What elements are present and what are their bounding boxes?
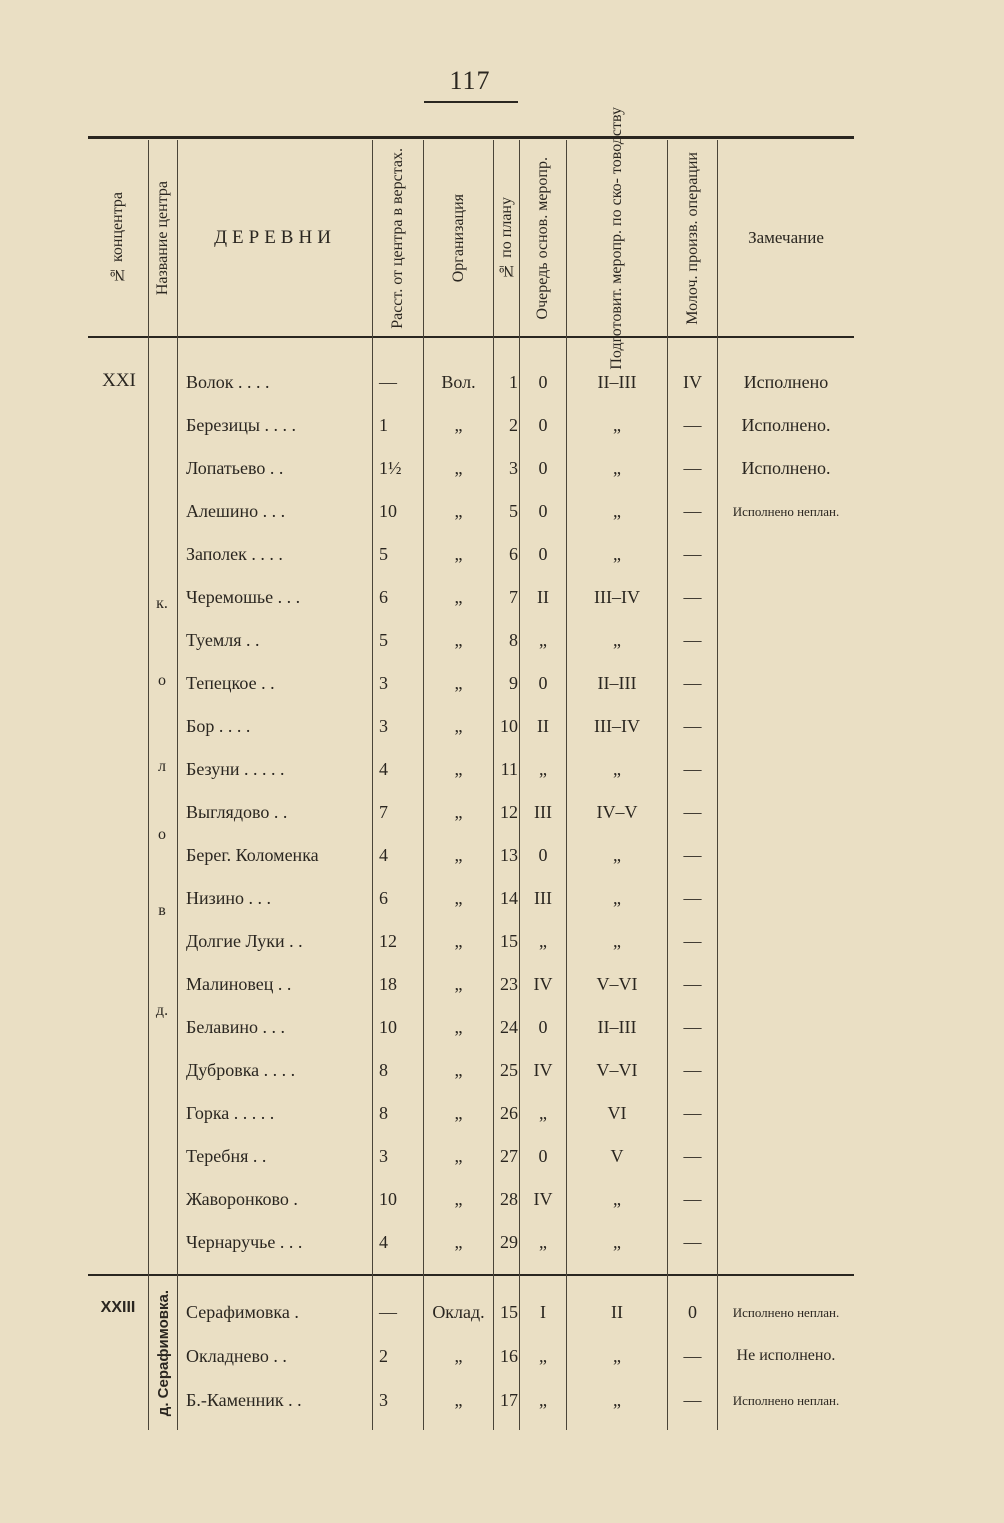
concentr-number: XXI xyxy=(102,370,136,391)
cell-village: Бор . . . . xyxy=(186,716,251,736)
table-row xyxy=(88,1334,854,1378)
cell-plan: 8 xyxy=(509,630,518,650)
table-row xyxy=(88,1221,854,1264)
cell-dairy: — xyxy=(683,716,702,736)
cell-remark xyxy=(718,748,854,791)
cell-remark: Исполнено. xyxy=(741,415,831,435)
cell-dist: 10 xyxy=(379,1189,397,1209)
cell-org: „ xyxy=(454,1189,463,1209)
cell-order: II xyxy=(537,587,549,607)
cell-order: 0 xyxy=(538,1017,548,1037)
cell-dairy: — xyxy=(683,1146,702,1166)
cell-village: Белавино . . . xyxy=(186,1017,286,1037)
cell-org: „ xyxy=(454,587,463,607)
cell-dairy: — xyxy=(683,1060,702,1080)
cell-order: 0 xyxy=(538,544,548,564)
center-name-vertical: д. Серафимовка. xyxy=(154,1289,172,1417)
table-row xyxy=(88,705,854,748)
cell-org: „ xyxy=(454,630,463,650)
cell-prep: „ xyxy=(613,1345,621,1366)
cell-org: „ xyxy=(454,1345,463,1366)
cell-dist: 1½ xyxy=(379,458,402,478)
header-villages: ДЕРЕВНИ xyxy=(214,227,336,248)
cell-village: Безуни . . . . . xyxy=(186,759,285,779)
cell-plan: 23 xyxy=(500,974,518,994)
cell-dairy: IV xyxy=(683,372,702,392)
header-plan-no: № по плану xyxy=(497,197,515,279)
cell-dairy: — xyxy=(683,1103,702,1123)
cell-order: 0 xyxy=(538,415,548,435)
cell-dist: 10 xyxy=(379,501,397,521)
table-row xyxy=(88,447,854,490)
cell-order: III xyxy=(534,802,552,822)
cell-remark xyxy=(718,920,854,963)
cell-village: Долгие Луки . . xyxy=(186,931,303,951)
cell-remark: Исполнено неплан. xyxy=(732,1304,840,1320)
cell-remark xyxy=(718,877,854,920)
cell-order: II xyxy=(537,716,549,736)
cell-dist: 6 xyxy=(379,888,388,908)
cell-remark xyxy=(718,834,854,877)
cell-dairy: — xyxy=(683,1232,702,1252)
cell-village: Теребня . . xyxy=(186,1146,267,1166)
cell-plan: 27 xyxy=(500,1146,518,1166)
table-row xyxy=(88,490,854,533)
cell-order: IV xyxy=(533,1189,553,1209)
cell-prep: „ xyxy=(613,759,621,779)
cell-remark xyxy=(718,705,854,748)
cell-village: Лопатьево . . xyxy=(186,458,284,478)
cell-plan: 12 xyxy=(500,802,518,822)
center-name-letter: о xyxy=(158,826,166,843)
cell-order: „ xyxy=(539,931,547,951)
cell-prep: IV–V xyxy=(596,802,638,822)
page-number-rule xyxy=(424,101,518,103)
cell-prep: V xyxy=(610,1146,624,1166)
cell-org: „ xyxy=(454,1103,463,1123)
cell-org: „ xyxy=(454,501,463,521)
cell-prep: V–VI xyxy=(596,1060,638,1080)
cell-plan: 10 xyxy=(500,716,518,736)
cell-prep: „ xyxy=(613,1389,621,1410)
cell-remark xyxy=(718,1178,854,1221)
cell-prep: „ xyxy=(613,931,621,951)
cell-order: III xyxy=(534,888,552,908)
cell-plan: 14 xyxy=(500,888,518,908)
cell-dairy: — xyxy=(683,458,702,478)
cell-village: Берег. Коломенка xyxy=(186,845,319,865)
cell-plan: 2 xyxy=(509,415,518,435)
cell-remark: Исполнено. xyxy=(741,458,831,478)
cell-dist: 10 xyxy=(379,1017,397,1037)
center-name-letter: в xyxy=(158,902,166,919)
cell-order: IV xyxy=(533,974,553,994)
cell-village: Черемошье . . . xyxy=(186,587,301,607)
top-rule xyxy=(88,136,854,139)
cell-order: IV xyxy=(533,1060,553,1080)
cell-dist: 5 xyxy=(379,630,388,650)
cell-prep: „ xyxy=(613,544,621,564)
cell-remark xyxy=(718,1135,854,1178)
header-dairy: Молоч. произв. операции xyxy=(683,151,701,325)
cell-prep: II–III xyxy=(597,1017,637,1037)
cell-org: „ xyxy=(454,845,463,865)
cell-dist: 1 xyxy=(379,415,388,435)
cell-org: „ xyxy=(454,1017,463,1037)
cell-order: 0 xyxy=(538,1146,548,1166)
cell-plan: 13 xyxy=(500,845,518,865)
cell-dairy: — xyxy=(683,759,702,779)
cell-order: 0 xyxy=(538,372,548,392)
cell-plan: 1 xyxy=(509,372,518,392)
cell-remark xyxy=(718,791,854,834)
cell-org: Вол. xyxy=(441,372,476,392)
page-number: 117 xyxy=(449,66,491,95)
table-row xyxy=(88,619,854,662)
cell-plan: 17 xyxy=(500,1389,518,1410)
cell-dairy: — xyxy=(683,630,702,650)
cell-order: 0 xyxy=(538,501,548,521)
cell-order: 0 xyxy=(538,845,548,865)
cell-plan: 24 xyxy=(500,1017,518,1037)
cell-org: Оклад. xyxy=(432,1301,485,1322)
cell-village: Волок . . . . xyxy=(186,372,270,392)
cell-order: „ xyxy=(539,1389,547,1410)
cell-dist: 3 xyxy=(379,1146,388,1166)
cell-plan: 16 xyxy=(500,1345,518,1366)
cell-village: Малиновец . . xyxy=(186,974,292,994)
table-row xyxy=(88,1290,854,1334)
cell-prep: „ xyxy=(613,501,621,521)
cell-plan: 26 xyxy=(500,1103,518,1123)
concentr-number: XXIII xyxy=(100,1299,136,1316)
cell-remark: Не исполнено. xyxy=(736,1347,836,1364)
cell-dist: 8 xyxy=(379,1103,388,1123)
cell-village: Жаворонково . xyxy=(186,1189,298,1209)
cell-dairy: — xyxy=(683,1345,702,1366)
cell-prep: „ xyxy=(613,630,621,650)
cell-remark xyxy=(718,662,854,705)
center-name-letter: к. xyxy=(156,595,168,612)
header-prep-measures: Подготовит. меропр. по ско- товодству xyxy=(608,106,625,370)
table-row xyxy=(88,834,854,877)
cell-village: Заполек . . . . xyxy=(186,544,283,564)
cell-dist: — xyxy=(379,1301,397,1322)
cell-order: „ xyxy=(539,1345,547,1366)
cell-remark xyxy=(718,533,854,576)
cell-dist: 5 xyxy=(379,544,388,564)
cell-org: „ xyxy=(454,544,463,564)
cell-plan: 7 xyxy=(509,587,518,607)
cell-prep: VI xyxy=(607,1103,627,1123)
cell-remark xyxy=(718,1006,854,1049)
cell-dist: 18 xyxy=(379,974,397,994)
cell-org: „ xyxy=(454,1060,463,1080)
cell-dist: 4 xyxy=(379,759,388,779)
header-center-name: Название центра xyxy=(154,180,171,296)
cell-remark: Исполнено неплан. xyxy=(732,504,840,519)
cell-village: Выглядово . . xyxy=(186,802,288,822)
table-row xyxy=(88,1006,854,1049)
cell-dist: 3 xyxy=(379,673,388,693)
cell-prep: II–III xyxy=(597,673,637,693)
cell-dist: 7 xyxy=(379,802,388,822)
cell-org: „ xyxy=(454,673,463,693)
cell-remark xyxy=(718,1221,854,1264)
cell-dairy: — xyxy=(683,931,702,951)
center-name-letter: л xyxy=(158,758,166,775)
group-separator-rule xyxy=(88,1274,854,1276)
cell-org: „ xyxy=(454,1232,463,1252)
cell-village: Березицы . . . . xyxy=(186,415,297,435)
table-row xyxy=(88,404,854,447)
table-row xyxy=(88,1049,854,1092)
cell-village: Алешино . . . xyxy=(186,501,286,521)
cell-order: „ xyxy=(539,630,547,650)
header-remark: Замечание xyxy=(748,228,824,247)
cell-dist: 2 xyxy=(379,1345,388,1366)
cell-order: 0 xyxy=(538,673,548,693)
cell-village: Чернаручье . . . xyxy=(186,1232,303,1252)
cell-dist: 4 xyxy=(379,845,388,865)
cell-prep: II xyxy=(611,1301,623,1322)
cell-order: 0 xyxy=(538,458,548,478)
cell-prep: V–VI xyxy=(596,974,638,994)
cell-dairy: — xyxy=(683,587,702,607)
cell-remark: Исполнено неплан. xyxy=(732,1392,840,1408)
cell-dairy: — xyxy=(683,673,702,693)
cell-plan: 5 xyxy=(509,501,518,521)
cell-remark xyxy=(718,963,854,1006)
cell-org: „ xyxy=(454,888,463,908)
cell-village: Горка . . . . . xyxy=(186,1103,275,1123)
cell-plan: 9 xyxy=(509,673,518,693)
header-organization: Организация xyxy=(449,193,467,283)
cell-org: „ xyxy=(454,974,463,994)
cell-order: „ xyxy=(539,1232,547,1252)
cell-village: Тепецкое . . xyxy=(186,673,275,693)
cell-remark xyxy=(718,1092,854,1135)
table-row xyxy=(88,1178,854,1221)
cell-remark xyxy=(718,576,854,619)
table-row xyxy=(88,791,854,834)
cell-prep: „ xyxy=(613,1232,621,1252)
cell-dist: 3 xyxy=(379,716,388,736)
statistics-table xyxy=(88,106,854,1436)
cell-prep: „ xyxy=(613,458,621,478)
cell-dairy: — xyxy=(683,501,702,521)
cell-remark xyxy=(718,619,854,662)
cell-dist: 3 xyxy=(379,1389,388,1410)
table-row xyxy=(88,662,854,705)
cell-dairy: — xyxy=(683,888,702,908)
cell-remark: Исполнено xyxy=(743,372,829,392)
cell-plan: 25 xyxy=(500,1060,518,1080)
cell-org: „ xyxy=(454,458,463,478)
cell-org: „ xyxy=(454,1389,463,1410)
cell-village: Б.-Каменник . . xyxy=(186,1389,302,1410)
cell-village: Окладнево . . xyxy=(186,1345,287,1366)
header-distance: Расст. от центра в верстах. xyxy=(389,147,406,329)
cell-prep: II–III xyxy=(597,372,637,392)
cell-dairy: — xyxy=(683,1189,702,1209)
cell-village: Низино . . . xyxy=(186,888,272,908)
table-row xyxy=(88,963,854,1006)
cell-org: „ xyxy=(454,759,463,779)
table-row xyxy=(88,361,854,404)
cell-order: „ xyxy=(539,759,547,779)
cell-order: „ xyxy=(539,1103,547,1123)
cell-order: I xyxy=(540,1301,546,1322)
table-row xyxy=(88,576,854,619)
cell-plan: 28 xyxy=(500,1189,518,1209)
cell-plan: 29 xyxy=(500,1232,518,1252)
cell-prep: „ xyxy=(613,845,621,865)
cell-dairy: — xyxy=(683,802,702,822)
cell-dairy: — xyxy=(683,544,702,564)
cell-village: Серафимовка . xyxy=(186,1301,299,1322)
cell-org: „ xyxy=(454,415,463,435)
cell-dairy: — xyxy=(683,415,702,435)
center-name-letter: о xyxy=(158,672,166,689)
cell-prep: „ xyxy=(613,415,621,435)
cell-dairy: — xyxy=(683,845,702,865)
header-bottom-rule xyxy=(88,336,854,338)
cell-prep: III–IV xyxy=(594,587,640,607)
table-row xyxy=(88,877,854,920)
table-row xyxy=(88,1092,854,1135)
cell-org: „ xyxy=(454,802,463,822)
cell-plan: 15 xyxy=(500,1301,518,1322)
cell-dairy: — xyxy=(683,1017,702,1037)
cell-village: Дубровка . . . . xyxy=(186,1060,296,1080)
header-concentr-no: № концентра xyxy=(109,192,126,284)
header-order: Очередь основ. меропр. xyxy=(534,156,551,320)
cell-plan: 6 xyxy=(509,544,518,564)
table-row xyxy=(88,920,854,963)
table-row xyxy=(88,748,854,791)
cell-prep: „ xyxy=(613,1189,621,1209)
cell-dist: 6 xyxy=(379,587,388,607)
table-row xyxy=(88,1135,854,1178)
cell-dist: 8 xyxy=(379,1060,388,1080)
center-name-letter: д. xyxy=(155,1002,169,1019)
cell-plan: 3 xyxy=(509,458,518,478)
cell-dairy: — xyxy=(683,1389,702,1410)
cell-org: „ xyxy=(454,716,463,736)
cell-remark xyxy=(718,1049,854,1092)
table-row xyxy=(88,533,854,576)
cell-dairy: 0 xyxy=(688,1301,697,1322)
cell-village: Туемля . . xyxy=(186,630,260,650)
cell-dist: 12 xyxy=(379,931,397,951)
table-row xyxy=(88,1378,854,1422)
cell-prep: III–IV xyxy=(594,716,640,736)
cell-plan: 11 xyxy=(500,759,518,779)
cell-org: „ xyxy=(454,1146,463,1166)
cell-plan: 15 xyxy=(500,931,518,951)
cell-org: „ xyxy=(454,931,463,951)
cell-dist: — xyxy=(379,372,397,392)
cell-dairy: — xyxy=(683,974,702,994)
cell-dist: 4 xyxy=(379,1232,388,1252)
cell-prep: „ xyxy=(613,888,621,908)
